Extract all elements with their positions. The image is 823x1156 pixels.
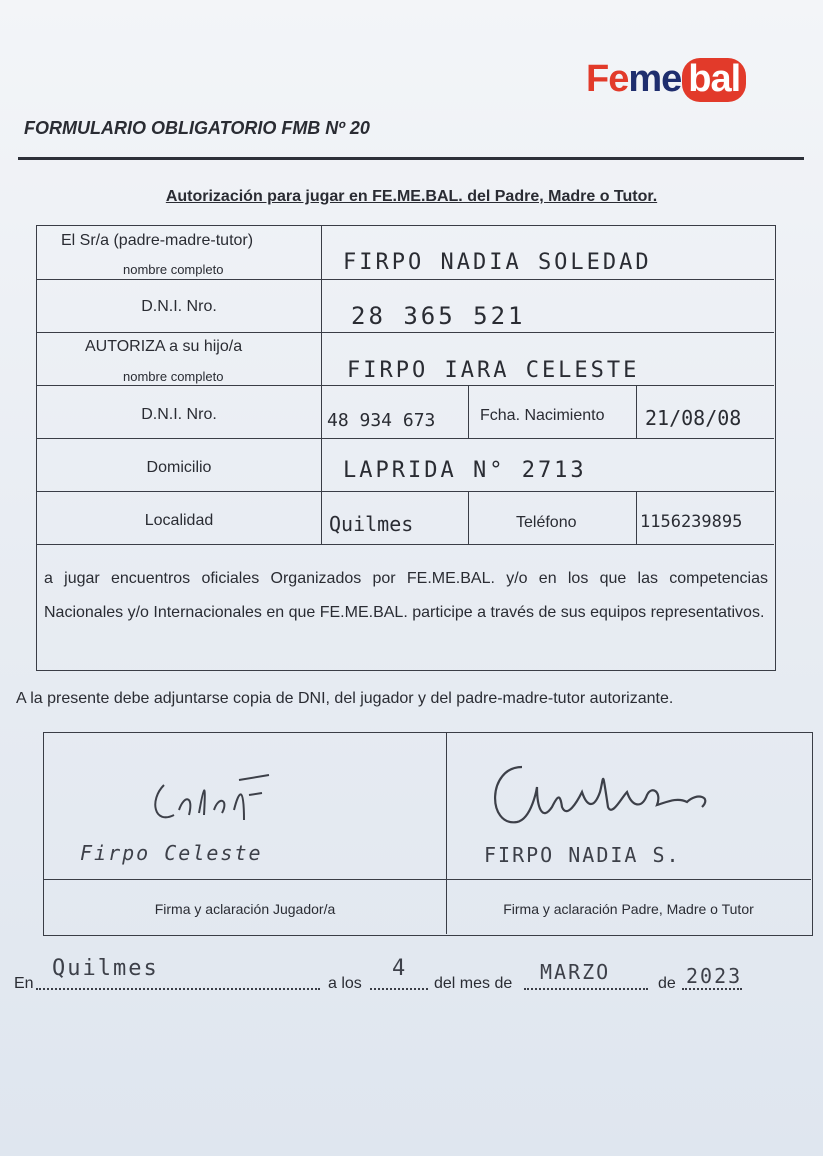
player-signature-label: Firma y aclaración Jugador/a <box>154 901 336 917</box>
month-dotted-line <box>524 988 648 990</box>
attachment-note: A la presente debe adjuntarse copia de DNI, del jugador y del padre-madre-tutor autorizante. <box>16 690 674 707</box>
parent-dni-label: D.N.I. Nro. <box>141 298 217 315</box>
parent-signature-icon <box>482 747 752 837</box>
day-dotted-line <box>370 988 428 990</box>
player-clarification: Firpo Celeste <box>80 841 263 865</box>
parent-sublabel: nombre completo <box>123 262 224 277</box>
signature-row-divider <box>44 879 811 880</box>
player-signature-icon <box>144 755 284 825</box>
row-divider <box>37 491 774 492</box>
parent-label: El Sr/a (padre-madre-tutor) <box>61 232 254 249</box>
parent-clarification: FIRPO NADIA S. <box>484 843 681 867</box>
city-value: Quilmes <box>329 512 414 536</box>
column-divider <box>321 226 322 544</box>
phone-value: 1156239895 <box>640 512 743 532</box>
birthdate-label: Fcha. Nacimiento <box>480 407 605 424</box>
row-divider <box>37 385 774 386</box>
phone-label: Teléfono <box>516 514 577 531</box>
child-label: AUTORIZA a su hijo/a <box>85 338 243 355</box>
child-sublabel: nombre completo <box>123 369 224 384</box>
header-rule <box>18 157 804 160</box>
row-divider <box>37 438 774 439</box>
signature-table <box>43 732 813 936</box>
birthdate-value: 21/08/08 <box>645 406 742 430</box>
city-label: Localidad <box>144 512 214 529</box>
mes-label: del mes de <box>434 975 513 992</box>
place-dotted-line <box>36 988 320 990</box>
logo-part-bal: bal <box>682 58 746 102</box>
place-value: Quilmes <box>52 956 159 981</box>
logo-part-fe: Fe <box>586 58 629 100</box>
de-label: de <box>658 975 676 992</box>
child-dni-value: 48 934 673 <box>327 410 436 431</box>
parent-name-value: FIRPO NADIA SOLEDAD <box>343 250 652 275</box>
parent-signature-label: Firma y aclaración Padre, Madre o Tutor <box>503 901 754 917</box>
child-name-value: FIRPO IARA CELESTE <box>347 358 640 383</box>
month-value: MARZO <box>540 960 611 984</box>
row-divider <box>37 332 774 333</box>
row-divider <box>37 279 774 280</box>
form-code-title: FORMULARIO OBLIGATORIO FMB Nº 20 <box>24 118 370 138</box>
femebal-logo <box>586 58 746 101</box>
column-divider <box>636 385 637 438</box>
authorization-heading: Autorización para jugar en FE.ME.BAL. del Padre, Madre o Tutor. <box>165 188 658 205</box>
address-label: Domicilio <box>146 459 212 476</box>
logo-part-me: me <box>628 58 682 100</box>
column-divider <box>636 491 637 544</box>
year-value: 2023 <box>686 964 743 988</box>
en-label: En <box>14 975 34 992</box>
authorization-paragraph: a jugar encuentros oficiales Organizados por FE.ME.BAL. y/o en los que las competencias Nacionales y/o Internacionales en que FE.ME.BAL. participe a través de sus equipos representativos. <box>44 570 768 621</box>
parent-dni-value: 28 365 521 <box>351 302 526 330</box>
a-los-label: a los <box>328 975 362 992</box>
address-value: LAPRIDA N° 2713 <box>343 458 587 483</box>
column-divider <box>468 491 469 544</box>
day-value: 4 <box>392 956 408 981</box>
year-dotted-line <box>682 988 742 990</box>
row-divider <box>37 544 774 545</box>
child-dni-label: D.N.I. Nro. <box>141 406 217 423</box>
column-divider <box>468 385 469 438</box>
